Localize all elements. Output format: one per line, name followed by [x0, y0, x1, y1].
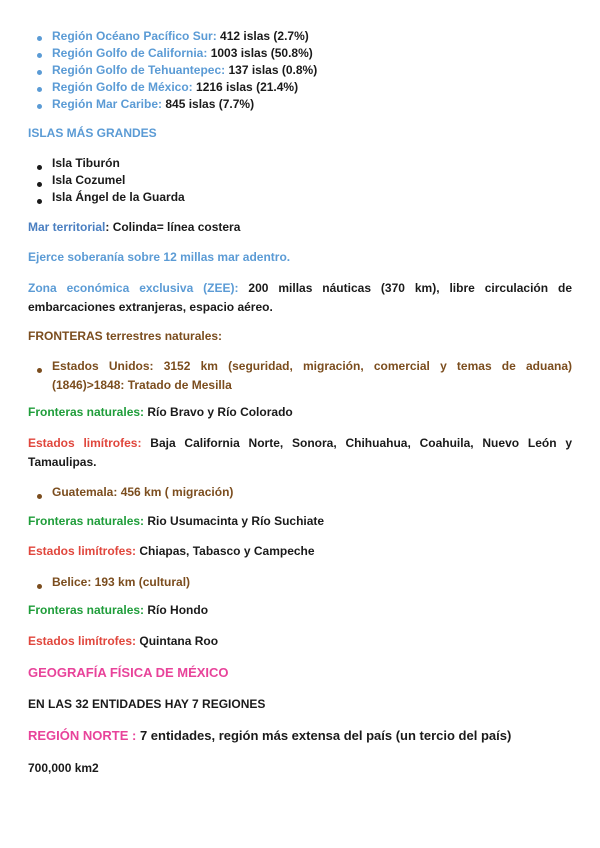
bullet-dot [37, 36, 42, 41]
belice-fronteras-line [28, 601, 572, 619]
bullet-dot [37, 53, 42, 58]
zee-label: Zona económica exclusiva (ZEE): [28, 281, 239, 295]
fronteras-label: Fronteras naturales: [28, 405, 145, 419]
list-item: Isla Cozumel [52, 173, 126, 187]
region-norte-label: REGIÓN NORTE : [28, 728, 137, 743]
bullet-dot [37, 87, 42, 92]
list-item: Isla Ángel de la Guarda [52, 190, 185, 204]
list-item [52, 62, 317, 79]
estados-value: Chiapas, Tabasco y Campeche [136, 544, 315, 558]
region-value: 137 islas (0.8%) [228, 63, 318, 77]
mar-territorial-line [28, 218, 572, 236]
estados-label: Estados limítrofes: [28, 544, 137, 558]
fronteras-heading: FRONTERAS terrestres naturales: [28, 329, 223, 343]
bullet-dot [37, 165, 42, 170]
list-item [52, 79, 298, 96]
bullet-dot [37, 199, 42, 204]
guatemala-item: Guatemala: 456 km ( migración) [52, 485, 234, 499]
region-name: Región Golfo de Tehuantepec: [52, 63, 226, 77]
region-name: Región Golfo de México: [52, 80, 193, 94]
estados-value: Baja California Norte, Sonora, Chihuahua, Coahuila, Nuevo León y Tamaulipas. [28, 436, 572, 469]
mar-territorial-text: : Colinda= línea costera [105, 220, 241, 234]
soberania-line: Ejerce soberanía sobre 12 millas mar adentro. [28, 250, 291, 264]
fronteras-label: Fronteras naturales: [28, 603, 145, 617]
entidades-line: EN LAS 32 ENTIDADES HAY 7 REGIONES [28, 697, 266, 711]
guatemala-fronteras-line [28, 512, 572, 530]
region-value: 845 islas (7.7%) [165, 97, 255, 111]
fronteras-value: Rio Usumacinta y Río Suchiate [144, 514, 325, 528]
fronteras-label: Fronteras naturales: [28, 514, 145, 528]
fronteras-value: Río Bravo y Río Colorado [144, 405, 293, 419]
guatemala-estados-line [28, 542, 572, 560]
region-value: 1216 islas (21.4%) [196, 80, 299, 94]
zee-paragraph [28, 279, 572, 317]
bullet-dot [37, 368, 42, 373]
list-item [52, 28, 309, 45]
region-value: 1003 islas (50.8%) [210, 46, 313, 60]
list-item [52, 45, 313, 62]
bullet-dot [37, 494, 42, 499]
islas-grandes-heading: ISLAS MÁS GRANDES [28, 126, 157, 140]
belice-estados-line [28, 632, 572, 650]
usa-estados-paragraph [28, 434, 572, 472]
region-name: Región Mar Caribe: [52, 97, 163, 111]
bullet-dot [37, 70, 42, 75]
region-norte-text: 7 entidades, región más extensa del país (un tercio del país) [136, 728, 512, 743]
list-item: Isla Tiburón [52, 156, 120, 170]
bullet-dot [37, 182, 42, 187]
estados-value: Quintana Roo [136, 634, 219, 648]
belice-item: Belice: 193 km (cultural) [52, 575, 191, 589]
bullet-dot [37, 584, 42, 589]
mar-territorial-label: Mar territorial [28, 220, 106, 234]
zee-text: 200 millas náuticas (370 km), libre circulación de embarcaciones extranjeras, espacio aéreo. [28, 281, 572, 314]
region-name: Región Golfo de California: [52, 46, 208, 60]
region-name: Región Océano Pacífico Sur: [52, 29, 217, 43]
estados-label: Estados limítrofes: [28, 436, 142, 450]
geografia-heading: GEOGRAFÍA FÍSICA DE MÉXICO [28, 665, 229, 680]
estados-label: Estados limítrofes: [28, 634, 137, 648]
usa-fronteras-line [28, 403, 572, 421]
fronteras-value: Río Hondo [144, 603, 209, 617]
region-norte-line [28, 727, 572, 745]
usa-item: Estados Unidos: 3152 km (seguridad, migración, comercial y temas de aduana) (1846)>1848: Tratado de Mesilla [52, 359, 572, 392]
bullet-dot [37, 104, 42, 109]
region-value: 412 islas (2.7%) [220, 29, 309, 43]
list-item [52, 96, 254, 113]
area-line: 700,000 km2 [28, 761, 99, 775]
